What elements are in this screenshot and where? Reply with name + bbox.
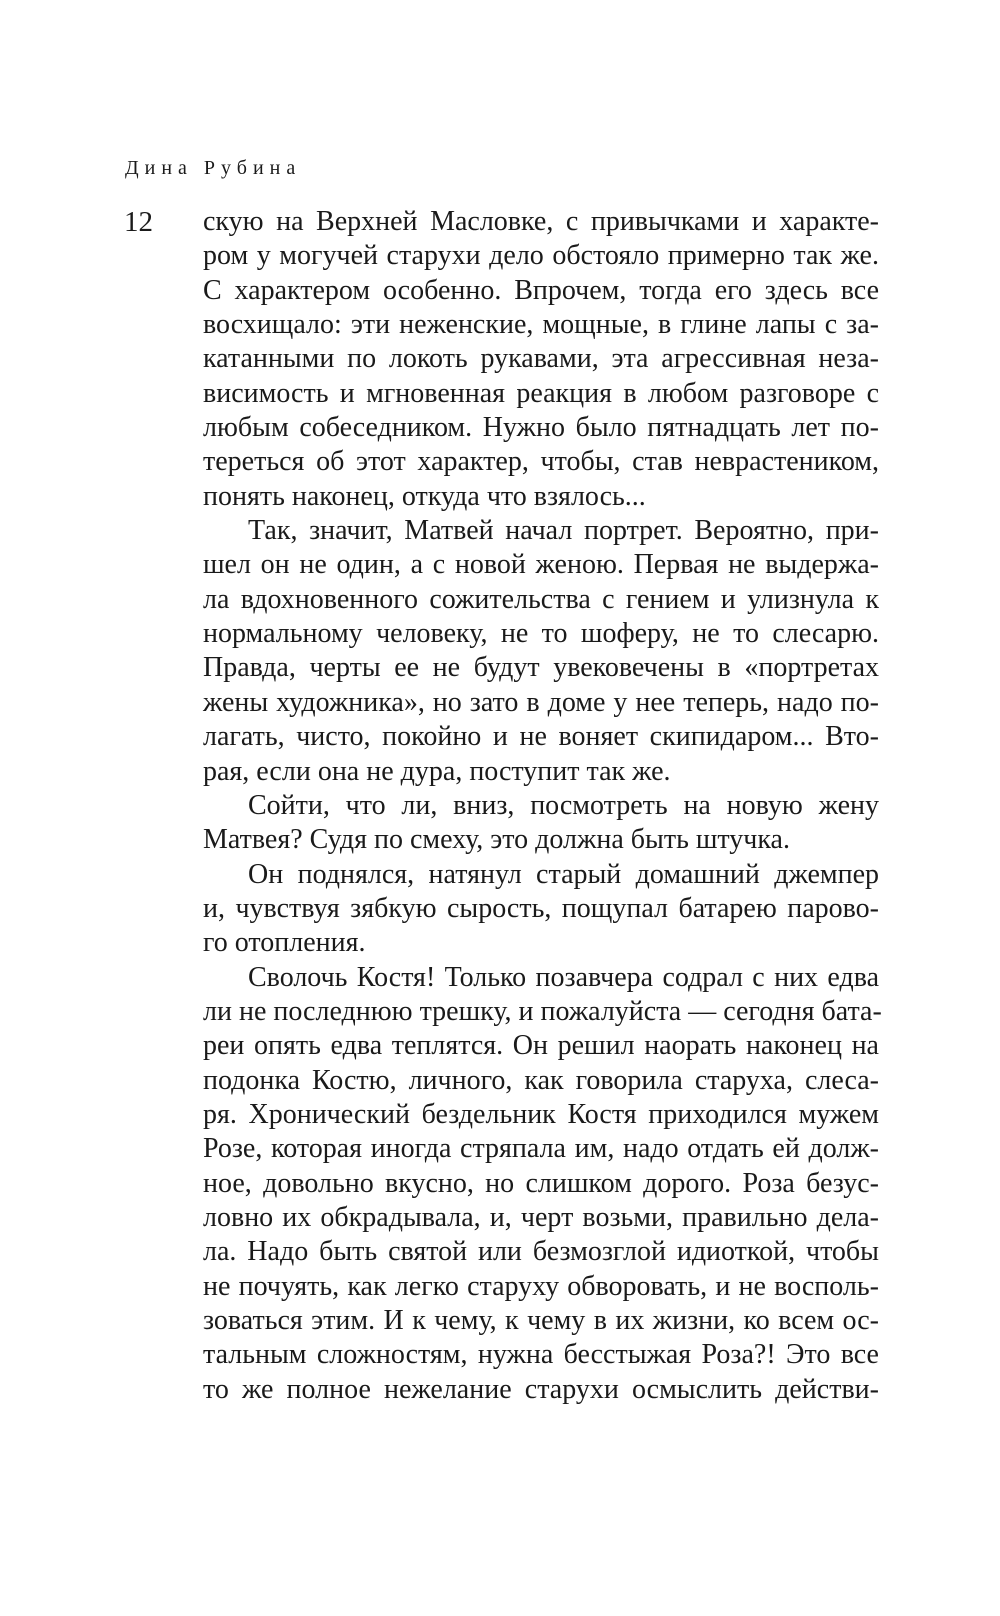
text-line: понять наконец, откуда что взялось... xyxy=(203,480,646,512)
text-line: ное, довольно вкусно, но слишком дорого. Роза безус- xyxy=(203,1167,879,1199)
text-line: Сволочь Костя! Только позавчера содрал с них едва xyxy=(248,961,879,993)
running-header: Дина Рубина xyxy=(125,157,302,179)
text-line: любым собеседником. Нужно было пятнадцать лет по- xyxy=(203,412,879,444)
text-line: лагать, чисто, покойно и не воняет скипидаром... Вто- xyxy=(203,721,879,753)
text-line: С характером особенно. Впрочем, тогда его здесь все xyxy=(203,274,879,306)
text-line: го отопления. xyxy=(203,927,366,959)
text-line: рая, если она не дура, поступит так же. xyxy=(203,755,671,787)
text-line: подонка Костю, личного, как говорила старуха, слеса- xyxy=(203,1064,879,1096)
text-line: то же полное нежелание старухи осмыслить действи- xyxy=(203,1373,879,1405)
text-line: реи опять едва теплятся. Он решил наорать наконец на xyxy=(203,1030,879,1062)
text-line: Сойти, что ли, вниз, посмотреть на новую жену xyxy=(248,789,879,821)
text-line: ря. Хронический бездельник Костя приходился мужем xyxy=(203,1098,879,1130)
text-line: шел он не один, а с новой женою. Первая не выдержа- xyxy=(203,549,879,581)
body-text xyxy=(203,205,882,1407)
text-line: висимость и мгновенная реакция в любом разговоре с xyxy=(203,377,879,409)
text-line: не почуять, как легко старуху обворовать, и не восполь- xyxy=(203,1270,879,1302)
text-line: и, чувствуя зябкую сырость, пощупал батарею парово- xyxy=(203,892,879,924)
page-number: 12 xyxy=(124,206,153,238)
text-line: зоваться этим. И к чему, к чему в их жизни, ко всем ос- xyxy=(203,1305,879,1336)
text-line: ловно их обкрадывала, и, черт возьми, правильно дела- xyxy=(203,1201,879,1233)
text-line: ли не последнюю трешку, и пожалуйста — сегодня бата- xyxy=(203,995,882,1027)
text-line: Так, значит, Матвей начал портрет. Вероятно, при- xyxy=(248,515,879,547)
text-line: тальным сложностям, нужна бесстыжая Роза?! Это все xyxy=(203,1339,879,1371)
text-line: Розе, которая иногда стряпала им, надо отдать ей долж- xyxy=(203,1133,879,1165)
text-line: скую на Верхней Масловке, с привычками и характе- xyxy=(203,206,879,237)
text-line: Он поднялся, натянул старый домашний джемпер xyxy=(248,858,879,890)
text-line: нормальному человеку, не то шоферу, не то слесарю. xyxy=(203,618,879,650)
text-line: жены художника», но зато в доме у нее теперь, надо по- xyxy=(203,686,879,718)
text-line: ла. Надо быть святой или безмозглой идиоткой, чтобы xyxy=(203,1236,879,1268)
text-line: восхищало: эти неженские, мощные, в глине лапы с за- xyxy=(203,309,879,341)
text-line: Правда, черты ее не будут увековечены в «портретах xyxy=(203,652,879,684)
text-line: тереться об этот характер, чтобы, став неврастеником, xyxy=(203,446,879,478)
text-line: ла вдохновенного сожительства с гением и улизнула к xyxy=(203,583,879,615)
text-line: Матвея? Судя по смеху, это должна быть штучка. xyxy=(203,824,790,856)
text-line: ром у могучей старухи дело обстояло примерно так же. xyxy=(203,240,879,272)
text-line: катанными по локоть рукавами, эта агрессивная неза- xyxy=(203,343,879,375)
